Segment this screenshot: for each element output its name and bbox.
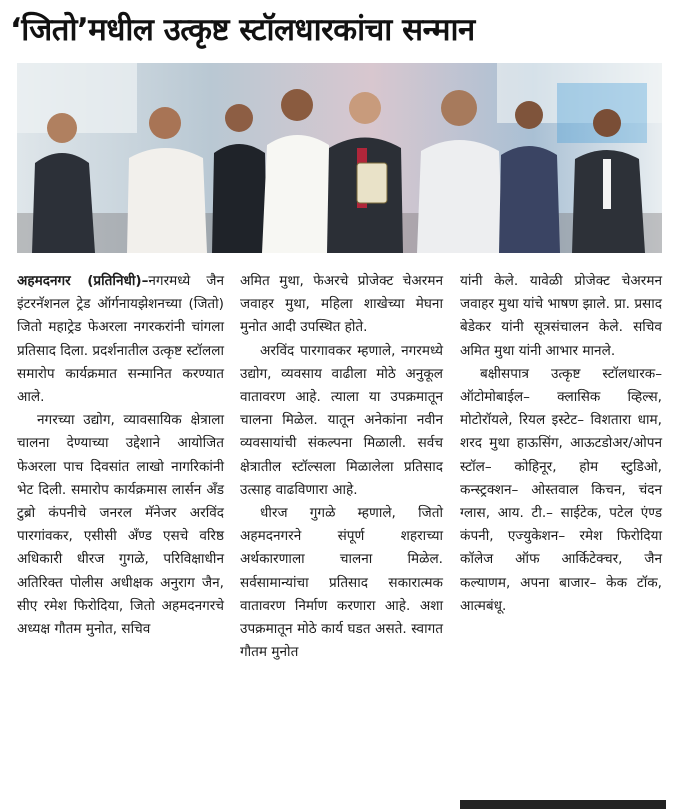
article-paragraph: यांनी केले. यावेळी प्रोजेक्ट चेअरमन जवाहर मुथा यांचे भाषण झाले. प्रा. प्रसाद बेडेकर यांनी सूत्रसंचालन केले. सचिव अमित मुथा यांनी आभार मानले. xyxy=(460,273,662,359)
footer-divider xyxy=(460,800,666,809)
article-column-1 xyxy=(17,270,224,641)
headline: ‘जितो’मधील उत्कृष्ट स्टॉलधारकांचा सन्मान xyxy=(10,12,475,48)
article-paragraph: अरविंद पारगावकर म्हणाले, नगरमध्ये उद्योग, व्यवसाय वाढीला मोठे अनुकूल वातावरण आहे. त्याला या उपक्रमातून चालना मिळेल. यातून अनेकांना नवीन व्यवसायांची संकल्पना मिळाली. सर्वच क्षेत्रातील स्टॉल्सला मिळालेला प्रतिसाद उत्साह वाढविणारा आहे. xyxy=(240,342,443,498)
dateline: अहमदनगर (प्रतिनिधी)– xyxy=(17,273,149,289)
article-paragraph: नगरच्या उद्योग, व्यावसायिक क्षेत्राला चालना देण्याच्या उद्देशाने आयोजित फेअरला पाच दिवसांत लाखो नागरिकांनी भेट दिली. समारोप कार्यक्रमास लार्सन अँड टुब्रो कंपनीचे जनरल मॅनेजर अरविंद पारगांवकर, एसीसी अँण्ड एसचे वरिष्ठ अधिकारी धीरज गुगळे, परिविक्षाधीन अतिरिक्त पोलीस अधीक्षक अनुराग जैन, सीए रमेश फिरोदिया, जितो अहमदनगरचे अध्यक्ष गौतम मुनोत, सचिव xyxy=(17,412,224,638)
article-column-2 xyxy=(240,270,443,664)
article-text: नगरमध्ये जैन इंटरनॅशनल ट्रेड ऑर्गनायझेशनच्या (जितो) जितो महाट्रेड फेअरला नगरकरांनी चांगला प्रतिसाद दिला. प्रदर्शनातील उत्कृष्ट स्टॉलला समारोप कार्यक्रमात सन्मानित करण्यात आले. xyxy=(17,273,224,406)
article-paragraph: धीरज गुगळे म्हणाले, जितो अहमदनगरने संपूर्ण शहराच्या अर्थकारणाला चालना मिळेल. सर्वसामान्यांचा प्रतिसाद सकारात्मक वातावरण निर्माण करणारा आहे. अशा उपक्रमातून मोठे कार्य घडत असते. स्वागत गौतम मुनोत xyxy=(240,505,443,661)
article-paragraph: बक्षीसपात्र उत्कृष्ट स्टॉलधारक– ऑटोमोबाईल– क्लासिक व्हिल्स, मोटोरॉयले, रियल इस्टेट– विशतारा धाम, शरद मुथा हाऊसिंग, आऊटडोअर/ओपन स्टॉल– कोहिनूर, होम स्टुडिओ, कन्स्ट्रक्शन– ओस्तवाल किचन, चंदन ग्लास, आय. टी.– साईटेक, पटेल एंण्ड कंपनी, एज्युकेशन– रमेश फिरोदिया कॉलेज ऑफ आर्किटेक्चर, जैन कल्याणम, अपना बाजार– केक टॉक, आत्मबंधू. xyxy=(460,365,662,614)
article-column-3 xyxy=(460,270,662,618)
article-paragraph xyxy=(17,270,224,409)
article-paragraph: अमित मुथा, फेअरचे प्रोजेक्ट चेअरमन जवाहर मुथा, महिला शाखेच्या मेघना मुनोत आदी उपस्थित होते. xyxy=(240,273,443,336)
news-photo xyxy=(17,63,662,253)
